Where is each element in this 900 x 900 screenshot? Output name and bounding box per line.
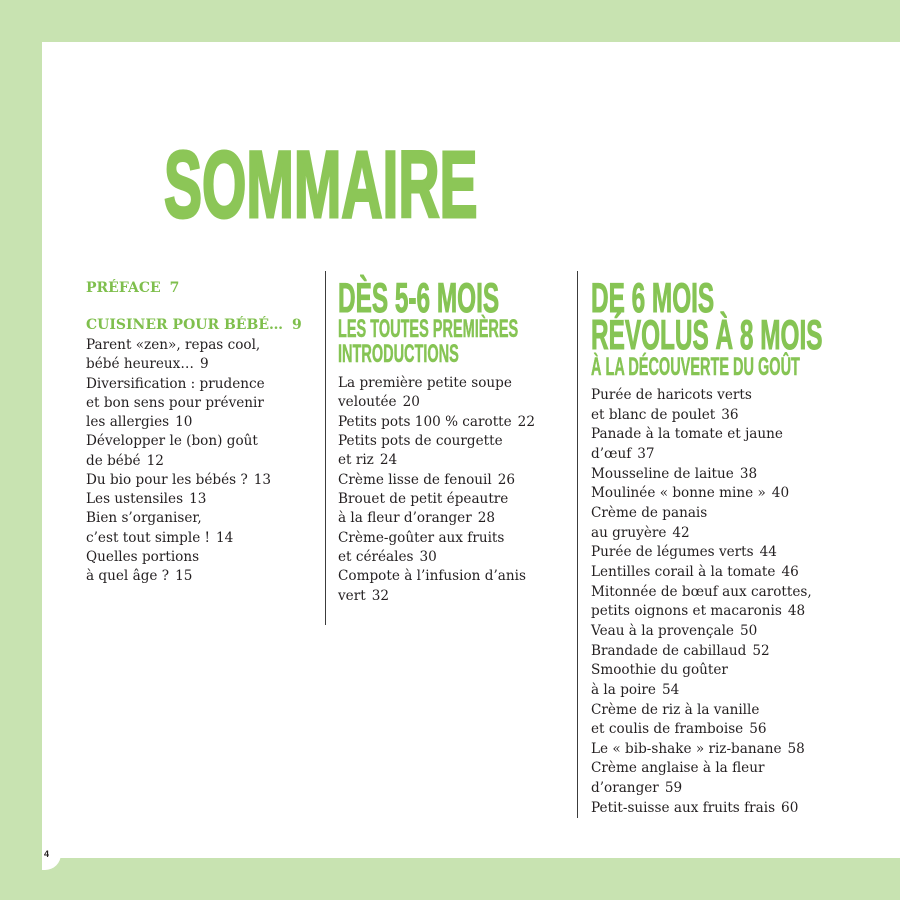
entry-page-number: 44 [759,544,777,561]
entry-line: Purée de haricots verts [591,387,752,403]
toc-entry [86,471,271,490]
entry-line: Diversification : prudence [86,375,265,392]
entry-text: Veau à la provençale [591,622,734,639]
entry-line-last [338,393,535,412]
toc-entry [338,471,535,490]
entry-line-last [591,524,812,544]
entry-page-number: 30 [419,549,437,566]
entry-page-number: 58 [787,740,805,757]
section-title: PRÉFACE [86,280,161,296]
section-heading: DÈS 5-6 MOIS [338,274,500,321]
toc-entry [86,375,271,433]
entry-line-last [86,413,271,432]
entry-line: Compote à l’infusion d’anis [338,568,526,585]
entry-line-last [338,413,535,432]
entry-line: Panade à la tomate et jaune [591,426,783,443]
entry-text: à la poire [591,681,656,698]
toc-entry [338,413,535,432]
entry-line-last [338,509,535,528]
section-cuisiner [86,317,302,333]
entry-page-number: 59 [664,780,683,797]
entry-line: Parent «zen», repas cool, [86,337,261,353]
entry-text: de bébé [86,452,141,469]
entry-line-last [591,563,812,583]
toc-entry [338,374,535,413]
entry-line: Crème de panais [591,504,708,521]
entry-text: Mousseline de laitue [591,465,734,482]
entry-line: Quelles portions [86,548,200,565]
entry-page-number: 42 [672,524,690,541]
toc-list-column1 [86,336,271,586]
entry-text: Le « bib-shake » riz-banane [591,740,782,757]
entry-page-number: 32 [371,587,389,604]
entry-line-last [591,445,812,465]
entry-line-last [86,567,271,586]
entry-line-last [591,642,812,662]
entry-page-number: 15 [175,568,193,584]
toc-entry [338,490,535,529]
entry-text: petits oignons et macaronis [591,603,782,620]
toc-list-column3 [591,386,812,818]
entry-page-number: 20 [402,394,420,411]
entry-page-number: 14 [216,529,234,546]
section-subheading: À LA DÉCOUVERTE DU GOÛT [591,353,800,381]
toc-entry [591,583,812,622]
entry-page-number: 9 [199,356,209,373]
entry-page-number: 24 [379,452,398,469]
entry-line: Crème anglaise à la fleur [591,760,765,777]
entry-line-last [591,799,812,819]
column-divider [325,271,326,625]
entry-line-last [591,681,812,701]
toc-entry [86,432,271,471]
entry-text: au gruyère [591,524,667,541]
entry-line-last [591,622,812,642]
entry-text: c’est tout simple ! [86,529,211,546]
entry-page-number: 13 [253,471,272,488]
entry-line-last [86,529,271,548]
toc-entry [591,759,812,798]
entry-line: et bon sens pour prévenir [86,394,264,411]
section-heading: RÉVOLUS À 8 MOIS [591,311,823,358]
entry-page-number: 12 [146,452,164,469]
toc-list-column2 [338,374,535,606]
entry-line-last [591,740,812,760]
entry-line-last [86,490,271,509]
entry-page-number: 26 [497,471,516,488]
entry-line-last [86,471,271,490]
toc-entry [86,509,271,548]
entry-page-number: 28 [477,510,496,527]
entry-line: La première petite soupe [338,375,512,391]
toc-entry [338,567,535,606]
page-number: 4 [44,849,50,859]
entry-text: et coulis de framboise [591,721,744,738]
entry-text: vert [338,587,366,604]
entry-line-last [591,602,812,622]
entry-page-number: 13 [189,491,207,507]
section-page-number: 7 [169,280,180,296]
toc-entry [591,563,812,583]
entry-text: d’oranger [591,780,659,797]
toc-entry [591,425,812,464]
entry-page-number: 54 [661,681,680,698]
section-page-number: 9 [291,317,302,333]
entry-text: Du bio pour les bébés ? [86,471,248,488]
entry-text: Petit-suisse aux fruits frais [591,799,776,816]
section-heading: DE 6 MOIS [591,274,715,321]
toc-entry [591,504,812,543]
toc-entry [591,661,812,700]
entry-text: à quel âge ? [86,568,170,584]
entry-line: Bien s’organiser, [86,510,202,527]
entry-text: Les ustensiles [86,491,184,507]
entry-line-last [86,452,271,471]
toc-entry [591,642,812,662]
entry-page-number: 10 [175,414,193,430]
entry-line-last [338,587,535,606]
entry-line: Petits pots de courgette [338,433,503,450]
toc-entry [591,799,812,819]
section-title: CUISINER POUR BÉBÉ… [86,317,283,333]
toc-entry [338,432,535,471]
toc-entry [591,386,812,425]
entry-line-last [338,471,535,490]
toc-entry [86,336,271,375]
entry-line: Crème-goûter aux fruits [338,529,505,546]
entry-text: les allergies [86,414,170,430]
entry-line-last [591,484,812,504]
entry-line-last [591,779,812,799]
entry-page-number: 60 [781,799,799,816]
toc-entry [86,490,271,509]
entry-page-number: 56 [749,721,767,738]
toc-entry [591,701,812,740]
toc-entry [591,740,812,760]
entry-page-number: 48 [787,603,806,620]
column-divider [577,271,578,818]
section-subheading: INTRODUCTIONS [338,340,459,368]
entry-text: Moulinée « bonne mine » [591,485,766,502]
entry-line-last [591,406,812,426]
entry-line-last [86,355,271,374]
entry-text: Petits pots 100 % carotte [338,413,512,430]
page-title: SOMMAIRE [164,132,478,238]
entry-page-number: 36 [721,406,739,423]
toc-entry [591,622,812,642]
entry-line-last [338,548,535,567]
entry-page-number: 46 [781,563,799,580]
toc-entry [338,529,535,568]
section-subheading: LES TOUTES PREMIÈRES [338,315,519,343]
entry-line: Mitonnée de bœuf aux carottes, [591,583,812,600]
entry-line-last [591,720,812,740]
toc-entry [591,465,812,485]
toc-entry [86,548,271,587]
entry-text: Crème lisse de fenouil [338,471,492,488]
entry-text: à la fleur d’oranger [338,510,472,527]
entry-line-last [591,465,812,485]
entry-text: d’œuf [591,445,632,462]
entry-text: Lentilles corail à la tomate [591,563,776,580]
entry-line-last [591,543,812,563]
entry-line: Crème de riz à la vanille [591,701,760,718]
entry-page-number: 22 [517,413,535,430]
entry-text: et blanc de poulet [591,406,716,423]
toc-entry [591,543,812,563]
entry-text: veloutée [338,394,397,411]
entry-page-number: 40 [771,485,790,502]
entry-line: Développer le (bon) goût [86,433,258,450]
entry-text: Purée de légumes verts [591,544,754,561]
entry-text: Brandade de cabillaud [591,642,747,659]
entry-line: Brouet de petit épeautre [338,491,509,508]
entry-line: Smoothie du goûter [591,662,728,679]
entry-page-number: 37 [637,445,655,462]
entry-line-last [338,451,535,470]
entry-page-number: 38 [739,465,758,482]
section-preface [86,280,179,296]
toc-entry [591,484,812,504]
entry-text: et riz [338,452,374,469]
entry-text: et céréales [338,549,414,566]
entry-text: bébé heureux… [86,356,194,373]
entry-page-number: 52 [752,642,770,659]
entry-page-number: 50 [739,622,758,639]
